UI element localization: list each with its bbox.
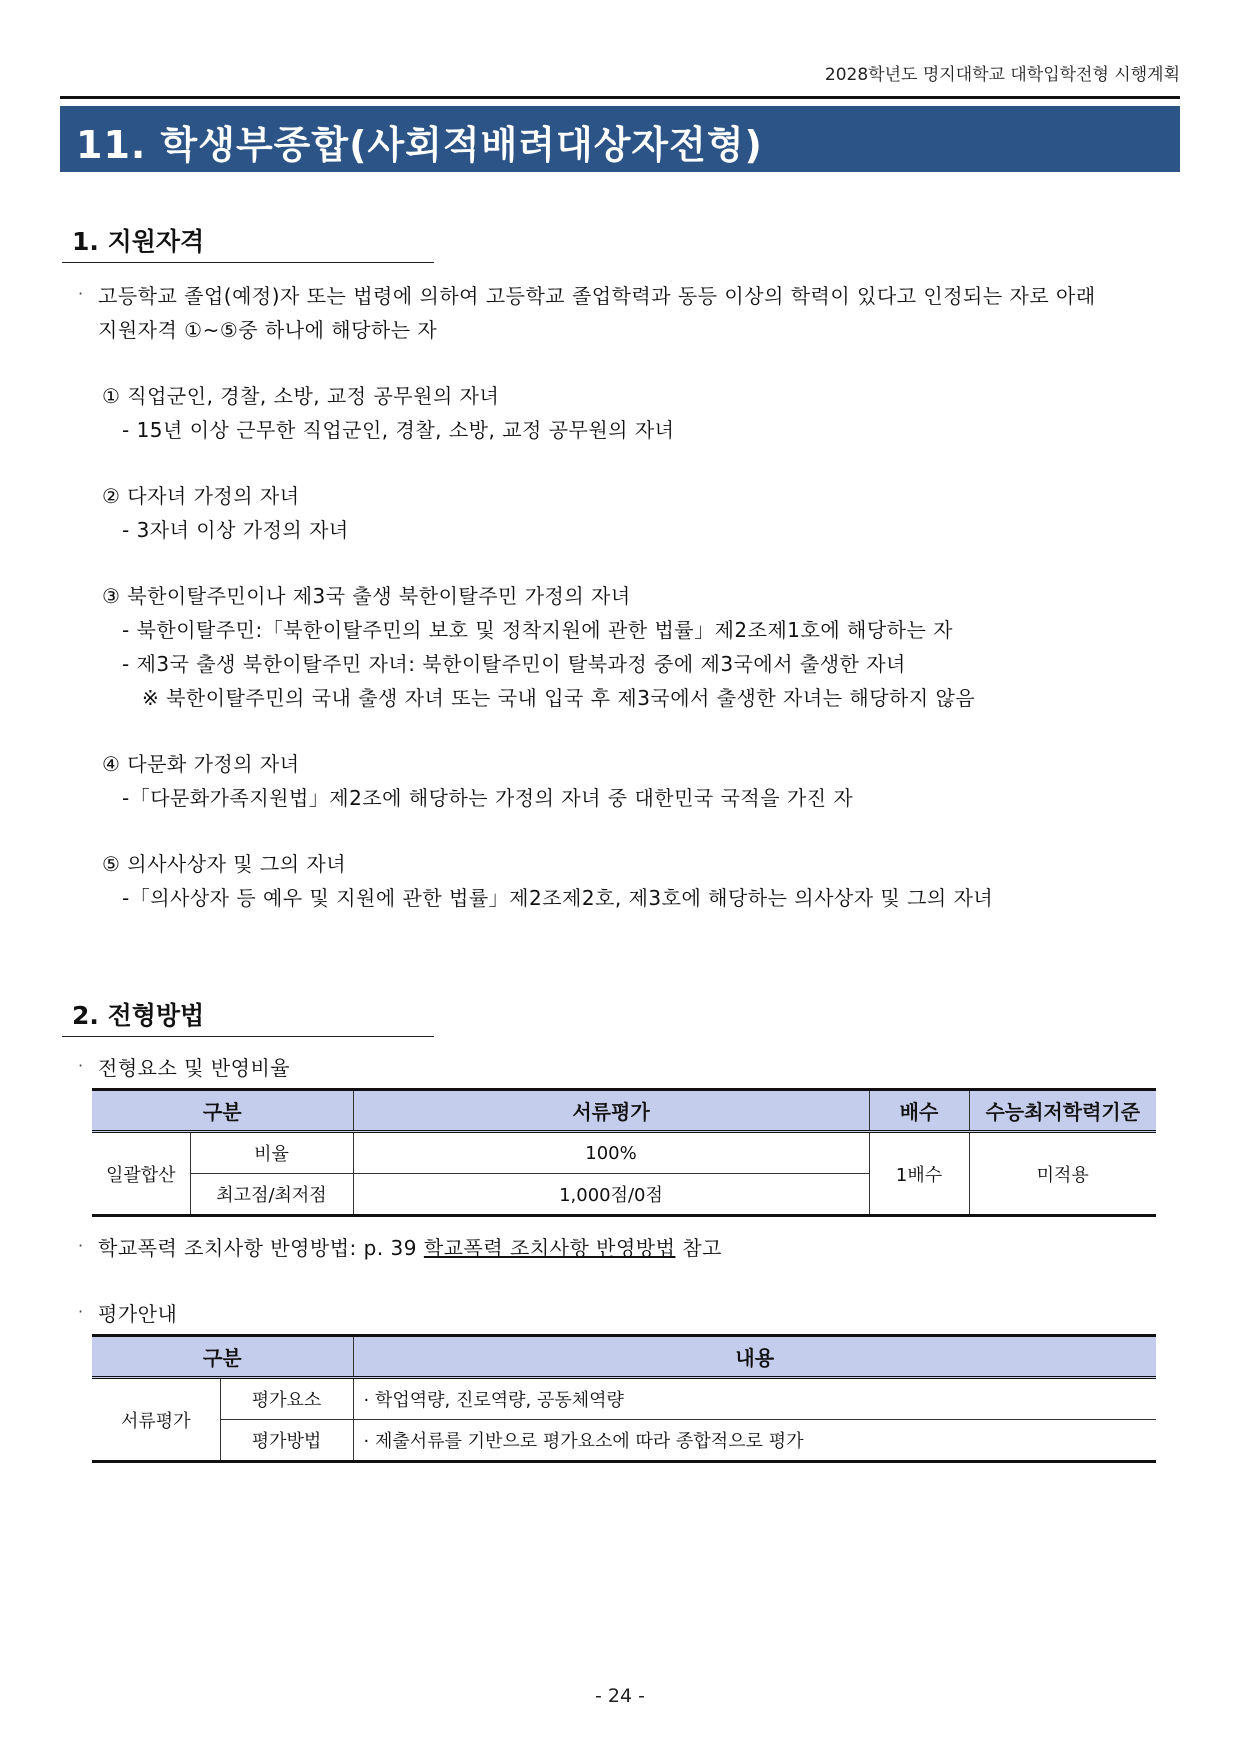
qualification-item-detail: -「의사상자 등 예우 및 지원에 관한 법률」제2조제2호, 제3호에 해당하는 의사상자 및 그의 자녀 [122,886,994,910]
eval-row-value: · 학업역량, 진로역량, 공동체역량 [353,1378,1156,1420]
ratio-header-category: 구분 [92,1090,353,1132]
section2-rule [62,1036,434,1037]
bullet-dot: · [78,284,84,303]
violence-note [98,1232,722,1261]
section1-heading: 1. 지원자격 [72,227,205,256]
ratio-header-document: 서류평가 [353,1090,869,1132]
ratio-multiplier: 1배수 [869,1132,969,1216]
violence-note-prefix: 학교폭력 조치사항 반영방법: p. 39 [98,1236,424,1260]
eval-header-category: 구분 [92,1336,353,1378]
eval-header-content: 내용 [353,1336,1156,1378]
running-header: 2028학년도 명지대학교 대학입학전형 시행계획 [824,65,1180,85]
bullet-eval: 평가안내 [98,1302,178,1326]
qualification-item-title: ③ 북한이탈주민이나 제3국 출생 북한이탈주민 가정의 자녀 [102,584,631,608]
page-number: - 24 - [595,1685,645,1707]
violence-reference-link[interactable]: 학교폭력 조치사항 반영방법 [423,1236,676,1260]
qualification-item-detail: - 제3국 출생 북한이탈주민 자녀: 북한이탈주민이 탈북과정 중에 제3국에서 출생한 자녀 [122,652,906,676]
ratio-header-multiplier: 배수 [869,1090,969,1132]
qualification-item-title: ① 직업군인, 경찰, 소방, 교정 공무원의 자녀 [102,384,500,408]
eval-row-label: 평가요소 [220,1378,353,1420]
ratio-row-value: 1,000점/0점 [353,1174,869,1216]
eval-row-value: · 제출서류를 기반으로 평가요소에 따라 종합적으로 평가 [353,1420,1156,1462]
qualification-item-title: ④ 다문화 가정의 자녀 [102,752,300,776]
qualification-item-note: ※ 북한이탈주민의 국내 출생 자녀 또는 국내 입국 후 제3국에서 출생한 자녀는 해당하지 않음 [142,686,976,710]
ratio-table [92,1088,1156,1217]
ratio-row-label: 최고점/최저점 [190,1174,353,1216]
page-title: 11. 학생부종합(사회적배려대상자전형) [76,123,763,167]
qualification-item-detail: - 북한이탈주민:「북한이탈주민의 보호 및 정착지원에 관한 법률」제2조제1호에 해당하는 자 [122,618,953,642]
section2-heading: 2. 전형방법 [72,1001,205,1030]
title-bar [60,106,1180,172]
bullet-dot: · [78,1056,84,1075]
ratio-row-value: 100% [353,1132,869,1174]
bullet-dot: · [78,1236,84,1255]
qualification-item-detail: - 3자녀 이상 가정의 자녀 [122,518,349,542]
bullet-ratio: 전형요소 및 반영비율 [98,1056,291,1080]
header-rule [60,96,1180,99]
section1-rule [62,262,434,263]
intro-line-2: 지원자격 ①~⑤중 하나에 해당하는 자 [98,318,438,342]
ratio-row-label: 비율 [190,1132,353,1174]
ratio-group-label: 일괄합산 [92,1132,190,1216]
eval-group-label: 서류평가 [92,1378,220,1462]
ratio-csat-min: 미적용 [969,1132,1156,1216]
qualification-item-title: ⑤ 의사사상자 및 그의 자녀 [102,852,347,876]
violence-note-suffix: 참고 [675,1236,722,1260]
qualification-item-title: ② 다자녀 가정의 자녀 [102,484,300,508]
intro-line-1: 고등학교 졸업(예정)자 또는 법령에 의하여 고등학교 졸업학력과 동등 이상의 학력이 있다고 인정되는 자로 아래 [98,284,1096,308]
qualification-item-detail: -「다문화가족지원법」제2조에 해당하는 가정의 자녀 중 대한민국 국적을 가진 자 [122,786,854,810]
eval-table [92,1334,1156,1463]
qualification-item-detail: - 15년 이상 근무한 직업군인, 경찰, 소방, 교정 공무원의 자녀 [122,418,675,442]
ratio-header-csat: 수능최저학력기준 [969,1090,1156,1132]
eval-row-label: 평가방법 [220,1420,353,1462]
bullet-dot: · [78,1302,84,1321]
